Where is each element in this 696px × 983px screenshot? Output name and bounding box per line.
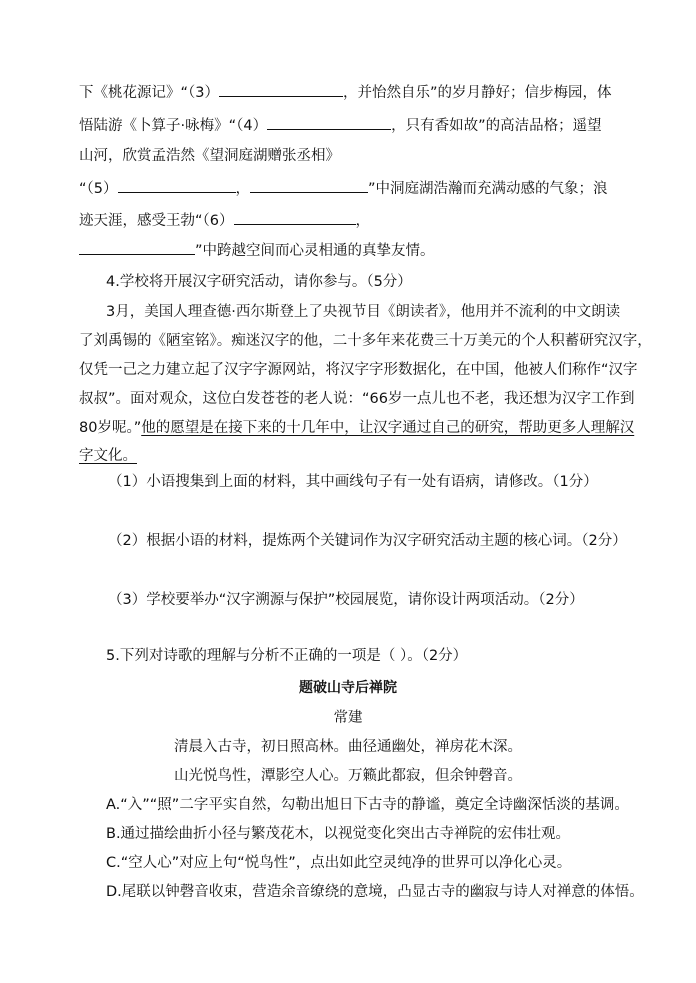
underlined-sentence: 他的愿望是在接下来的十几年中，让汉字通过自己的研究，帮助更多人理解汉 (141, 420, 635, 436)
sub-question-2: （2）根据小语的材料，提炼两个关键词作为汉字研究活动主题的核心词。（2分） (108, 533, 627, 549)
passage-line: 仅凭一己之力建立起了汉字字源网站，将汉字字形数据化，在中国，他被人们称作“汉字 (79, 362, 638, 378)
option-d: D.尾联以钟磬音收束，营造余音缭绕的意境，凸显古寺的幽寂与诗人对禅意的体悟。 (106, 884, 644, 900)
sub-question-3: （3）学校要举办“汉字溯源与保护”校园展览，请你设计两项活动。（2分） (108, 592, 584, 608)
text-fragment: 下《桃花源记》“（3） (79, 85, 219, 101)
answer-blank[interactable] (267, 115, 391, 130)
poem-verse: 清晨入古寺，初日照高林。曲径通幽处，禅房花木深。 (174, 739, 522, 755)
question-5-stem: 5.下列对诗歌的理解与分析不正确的一项是（ ）。（2分） (106, 648, 468, 664)
option-b: B.通过描绘曲折小径与繁茂花木，以视觉变化突出古寺禅院的宏伟壮观。 (106, 826, 571, 842)
text-fragment: ”中洞庭湖浩瀚而充满动感的气象；浪 (368, 181, 608, 197)
sub-question-1: （1）小语搜集到上面的材料，其中画线句子有一处有语病，请修改。（1分） (108, 474, 598, 490)
text-fragment: ，并怡然自乐”的岁月静好；信步梅园，体 (343, 85, 612, 101)
text-fragment: “（5） (79, 181, 118, 197)
poem-title: 题破山寺后禅院 (299, 680, 397, 696)
text-fragment: 迹天涯，感受王勃“（6） (79, 213, 234, 229)
answer-blank[interactable] (79, 240, 195, 255)
text-fragment: 80岁呢。” (79, 420, 142, 436)
text-fragment: ， (355, 213, 370, 229)
text-line (79, 115, 602, 136)
passage-line: 3月，美国人理查德·西尔斯登上了央视节目《朗读者》，他用并不流利的中文朗读 (106, 304, 621, 320)
passage-line: 了刘禹锡的《陋室铭》。痴迷汉字的他，二十多年来花费三十万美元的个人积蓄研究汉字， (79, 333, 652, 349)
text-fragment: 悟陆游《卜算子·咏梅》“（4） (79, 118, 268, 134)
answer-blank[interactable] (250, 178, 368, 193)
underlined-sentence: 字文化。 (79, 448, 137, 464)
answer-blank[interactable] (219, 82, 343, 97)
text-line (79, 82, 612, 103)
text-line (79, 210, 370, 231)
text-fragment: ，只有香如故”的高洁品格；遥望 (391, 118, 602, 134)
poem-verse: 山光悦鸟性，潭影空人心。万籁此都寂，但余钟磬音。 (174, 768, 522, 784)
passage-line: 叔叔”。面对观众，这位白发苍苍的老人说：“66岁一点儿也不老，我还想为汉字工作到 (79, 391, 635, 407)
text-line (79, 178, 608, 199)
option-c: C.“空人心”对应上句“悦鸟性”，点出如此空灵纯净的世界可以净化心灵。 (106, 855, 572, 871)
answer-blank[interactable] (118, 178, 236, 193)
question-4-title: 4.学校将开展汉字研究活动，请你参与。（5分） (106, 274, 412, 290)
text-fragment: ， (235, 181, 250, 197)
text-line: 山河，欣赏孟浩然《望洞庭湖赠张丞相》 (79, 148, 340, 164)
answer-blank[interactable] (234, 210, 356, 225)
text-line (79, 240, 435, 261)
passage-line (79, 446, 137, 466)
text-fragment: ”中跨越空间而心灵相通的真挚友情。 (195, 243, 435, 259)
passage-line (79, 418, 634, 438)
option-a: A.“入”“照”二字平实自然，勾勒出旭日下古寺的静谧，奠定全诗幽深恬淡的基调。 (106, 797, 629, 813)
poem-author: 常建 (333, 710, 363, 726)
